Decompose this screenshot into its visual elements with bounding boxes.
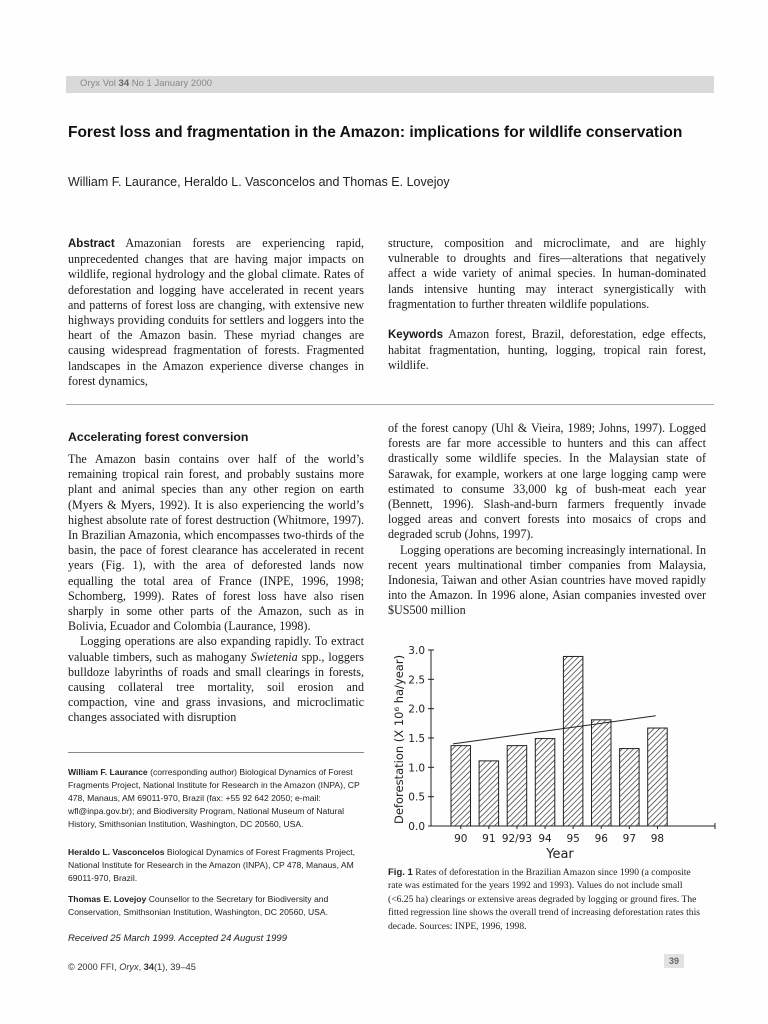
- deforestation-bar-chart: [380, 640, 720, 865]
- bar-92/93: [507, 746, 527, 826]
- author-list: William F. Laurance, Heraldo L. Vasconcelos and Thomas E. Lovejoy: [68, 175, 450, 189]
- y-tick-label: 1.0: [408, 762, 425, 775]
- bar-96: [592, 720, 612, 826]
- copyright-line: © 2000 FFI, Oryx, 34(1), 39–45: [68, 962, 196, 972]
- x-axis-title: Year: [546, 847, 574, 862]
- y-tick-label: 0.0: [408, 821, 425, 833]
- y-tick-label: 0.5: [408, 791, 425, 804]
- abstract-left: [68, 236, 364, 389]
- x-tick-label: 96: [594, 833, 608, 845]
- x-tick-label: 97: [622, 833, 637, 845]
- x-tick-label: 95: [566, 833, 580, 845]
- figure-label: Fig. 1: [388, 867, 413, 878]
- bar-95: [563, 656, 583, 826]
- bar-90: [451, 746, 471, 826]
- abstract-right: [388, 236, 706, 374]
- body-paragraph-1: The Amazon basin contains over half of the world’s remaining tropical rain forest, and probably sustains more plant and animal species than any other region on earth (Myers & Myers, 1992). It is also experiencing the world’s highest absolute rate of forest destruction (Whitmore, 1997). In Brazilian Amazonia, which encompasses two-thirds of the basin, the pace of forest clearance has accelerated in recent years (Fig. 1), with the area of deforested lands now equalling the total area of France (INPE, 1996, 1998; Schomberg, 1999). Rates of forest loss have also risen sharply in some other parts of the Amazon, such as in Bolivia, Ecuador and Colombia (Laurance, 1998).: [68, 452, 364, 634]
- page-number: 39: [664, 954, 684, 968]
- x-tick-label: 94: [538, 833, 552, 845]
- figure-caption: [388, 866, 706, 933]
- volume-number: 34: [118, 78, 130, 89]
- y-tick-label: 1.5: [408, 733, 425, 745]
- affiliation-laurance: William F. Laurance (corresponding author) Biological Dynamics of Forest Fragments Project, National Institute for Research in the Amazon (INPA), CP 478, Manaus, AM 69011-970, Brazil (fax: +55 92 642 2050; e-mail: wfl@inpa.gov.br); and Biodiversity Program, National Museum of Natural History, Smithsonian Institution, Washington, DC 20560, USA.: [68, 767, 360, 830]
- journal-name: Oryx Vol: [80, 78, 116, 89]
- bar-91: [479, 761, 499, 826]
- abstract-label: Abstract: [68, 238, 115, 250]
- bar-98: [648, 728, 668, 826]
- affiliation-vasconcelos: Heraldo L. Vasconcelos Biological Dynamics of Forest Fragments Project, National Institute for Research in the Amazon (INPA), CP 478, Manaus, AM 69011-970, Brazil.: [68, 847, 356, 884]
- figure-caption-text: Rates of deforestation in the Brazilian Amazon since 1990 (a composite rate was estimated for the years 1992 and 1993). Values do not include small (<6.25 ha) clearings or extensive areas degraded by logging or ground fires. The fitted regression line shows the overall trend of increasing deforestation rates this decade. Sources: INPE, 1996, 1998.: [388, 867, 700, 932]
- y-tick-label: 2.5: [408, 674, 425, 687]
- bar-94: [535, 739, 555, 826]
- keywords-text: Amazon forest, Brazil, deforestation, edge effects, habitat fragmentation, hunting, logging, tropical rain forest, wildlife.: [388, 327, 706, 373]
- abstract-divider: [66, 404, 714, 405]
- x-tick-label: 92/93: [501, 833, 533, 845]
- running-header: [80, 78, 212, 89]
- affiliation-divider: [68, 752, 364, 753]
- section-heading: Accelerating forest conversion: [68, 430, 249, 444]
- abstract-text-left: Amazonian forests are experiencing rapid, unprecedented changes that are having major impacts on wildlife, regional hydrology and the global climate. Rates of deforestation and logging have accelerated in recent years and patterns of forest loss are changing, with extensive new highways providing conduits for settlers and loggers into the heart of the Amazon basin. These myriad changes are causing widespread fragmentation of forests. Fragmented landscapes in the Amazon experience diverse changes in forest dynamics,: [68, 236, 364, 388]
- body-right-column: [388, 421, 706, 619]
- x-tick-label: 98: [650, 833, 665, 845]
- article-title: Forest loss and fragmentation in the Amazon: implications for wildlife conservation: [68, 124, 683, 141]
- keywords-label: Keywords: [388, 329, 443, 342]
- abstract-text-right: structure, composition and microclimate, and are highly vulnerable to droughts and fires—alterations that negatively affect a wide variety of animal species. In human-dominated lands intensive hunting may interact synergistically with fragmentation to further threaten wildlife populations.: [388, 236, 706, 311]
- y-tick-label: 2.0: [408, 703, 425, 716]
- body-left-column: [68, 452, 364, 726]
- body-paragraph-2: Logging operations are also expanding rapidly. To extract valuable timbers, such as mahogany Swietenia spp., loggers bulldoze labyrinths of roads and small clearings in forests, causing collateral tree mortality, soil erosion and compaction, vine and grass invasions, and microclimatic changes associated with disruption: [68, 634, 365, 725]
- bar-series: [451, 656, 667, 826]
- body-paragraph-3: of the forest canopy (Uhl & Vieira, 1989; Johns, 1997). Logged forests are far more accessible to hunters and this can affect drastically some wildlife species. In the Malaysian state of Sarawak, for example, workers at one large logging camp were estimated to consume 33,000 kg of bush-meat each year (Bennett, 1996). Slash-and-burn farmers frequently invade logged areas and convert forests into mosaics of crops and degraded scrub (Johns, 1997).: [388, 421, 706, 542]
- issue-date: No 1 January 2000: [131, 78, 213, 89]
- x-tick-label: 91: [482, 833, 496, 845]
- bar-97: [620, 749, 640, 826]
- body-paragraph-4: Logging operations are becoming increasingly international. In recent years multinational timber companies from Malaysia, Indonesia, Taiwan and other Asian countries have moved rapidly into the Amazon. In 1996 alone, Asian companies invested over $US500 million: [388, 542, 706, 618]
- received-date: Received 25 March 1999. Accepted 24 August 1999: [68, 933, 287, 944]
- y-axis-title: Deforestation (X 10⁶ ha/year): [392, 654, 406, 824]
- y-tick-label: 3.0: [408, 645, 425, 657]
- affiliation-lovejoy: Thomas E. Lovejoy Counsellor to the Secretary for Biodiversity and Conservation, Smithsonian Institution, Washington, DC 20560, USA.: [68, 894, 329, 918]
- x-tick-label: 90: [454, 833, 468, 845]
